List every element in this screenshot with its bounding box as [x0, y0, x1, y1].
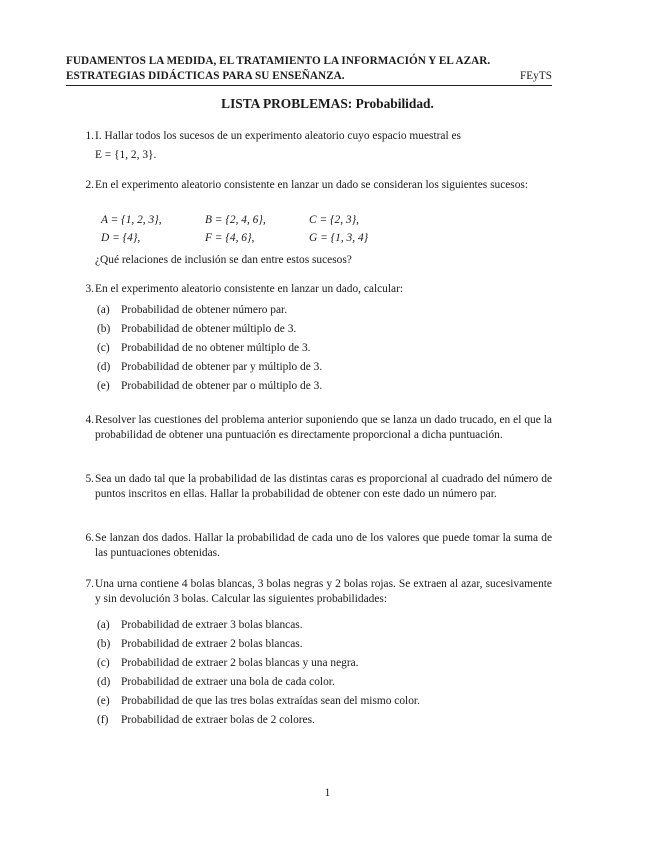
item-label: (b): [97, 323, 111, 335]
problem-2-text: En el experimento aleatorio consistente en lanzar un dado se consideran los siguientes sucesos:: [95, 179, 529, 191]
item-label: (c): [97, 657, 110, 669]
problem-4: [80, 413, 552, 443]
item-label: (a): [97, 619, 110, 631]
problem-1-line-1: I. Hallar todos los sucesos de un experimento aleatorio cuyo espacio muestral es: [95, 130, 461, 142]
item-label: (d): [97, 361, 111, 373]
problem-2: [80, 178, 552, 193]
item-label: (f): [97, 714, 109, 726]
page-title: LISTA PROBLEMAS: Probabilidad.: [221, 96, 434, 111]
problem-3-text: En el experimento aleatorio consistente en lanzar un dado, calcular:: [95, 283, 404, 295]
item-text: Probabilidad de obtener número par.: [121, 304, 288, 316]
problem-3-item: [97, 379, 322, 394]
problem-6-text: Se lanzan dos dados. Hallar la probabilidad de cada uno de los valores que puede tomar la suma de las puntuaciones obtenidas.: [95, 532, 552, 559]
item-label: (e): [97, 695, 110, 707]
problem-1: [80, 129, 552, 163]
item-text: Probabilidad de extraer 2 bolas blancas y una negra.: [121, 657, 359, 669]
header-institution: FEyTS: [520, 70, 552, 82]
set-c: C = {2, 3},: [309, 214, 360, 226]
item-label: (e): [97, 380, 110, 392]
item-label: (b): [97, 638, 111, 650]
problem-2-question: ¿Qué relaciones de inclusión se dan entre estos sucesos?: [95, 254, 352, 266]
set-a: A = {1, 2, 3},: [101, 214, 162, 226]
header-line-1: FUDAMENTOS LA MEDIDA, EL TRATAMIENTO LA INFORMACIÓN Y EL AZAR.: [66, 55, 491, 67]
problem-7: [80, 577, 552, 607]
problem-3-item: [97, 303, 287, 318]
item-label: (a): [97, 304, 110, 316]
problem-7-item: [97, 618, 303, 633]
set-f: F = {4, 6},: [205, 232, 255, 244]
problem-3: [80, 282, 552, 297]
problem-7-item: [97, 656, 359, 671]
problem-7-item: [97, 675, 335, 690]
problem-4-text: Resolver las cuestiones del problema anterior suponiendo que se lanza un dado trucado, en el que la probabilidad de obtener una puntuación es directamente proporcional a dicha puntuación.: [95, 414, 552, 441]
page-number: 1: [324, 787, 331, 799]
set-g: G = {1, 3, 4}: [309, 232, 369, 244]
problem-number: 3.: [85, 283, 94, 295]
item-text: Probabilidad de extraer 2 bolas blancas.: [121, 638, 303, 650]
problem-1-line-2: E = {1, 2, 3}.: [95, 149, 157, 161]
item-label: (d): [97, 676, 111, 688]
problem-3-item: [97, 341, 311, 356]
item-text: Probabilidad de extraer 3 bolas blancas.: [121, 619, 303, 631]
set-d: D = {4},: [101, 232, 141, 244]
header-line-2: [66, 70, 552, 82]
problem-7-item: [97, 694, 420, 709]
item-text: Probabilidad de extraer bolas de 2 colores.: [121, 714, 315, 726]
problem-3-item: [97, 322, 296, 337]
set-b: B = {2, 4, 6},: [205, 214, 266, 226]
problem-number: 6.: [85, 532, 94, 544]
item-label: (c): [97, 342, 110, 354]
problem-number: 4.: [85, 414, 94, 426]
item-text: Probabilidad de obtener múltiplo de 3.: [121, 323, 297, 335]
header-rule: [66, 85, 552, 86]
item-text: Probabilidad de obtener par y múltiplo de 3.: [121, 361, 323, 373]
problem-5: [80, 472, 552, 502]
problem-number: 2.: [85, 179, 94, 191]
problem-7-item: [97, 637, 303, 652]
problem-number: 7.: [85, 578, 94, 590]
problem-5-text: Sea un dado tal que la probabilidad de las distintas caras es proporcional al cuadrado del número de puntos inscritos en ellas. Hallar la probabilidad de obtener con este dado un número par.: [95, 473, 552, 500]
problem-3-item: [97, 360, 322, 375]
item-text: Probabilidad de obtener par o múltiplo de 3.: [121, 380, 323, 392]
problem-7-text: Una urna contiene 4 bolas blancas, 3 bolas negras y 2 bolas rojas. Se extraen al azar, sucesivamente y sin devolución 3 bolas. Calcular las siguientes probabilidades:: [95, 578, 552, 605]
item-text: Probabilidad de que las tres bolas extraídas sean del mismo color.: [121, 695, 420, 707]
problem-number: 5.: [85, 473, 94, 485]
problem-number: 1.: [85, 130, 94, 142]
item-text: Probabilidad de no obtener múltiplo de 3.: [121, 342, 311, 354]
problem-7-item: [97, 713, 315, 728]
item-text: Probabilidad de extraer una bola de cada color.: [121, 676, 335, 688]
problem-6: [80, 531, 552, 561]
header-subtitle: ESTRATEGIAS DIDÁCTICAS PARA SU ENSEÑANZA.: [66, 70, 345, 82]
